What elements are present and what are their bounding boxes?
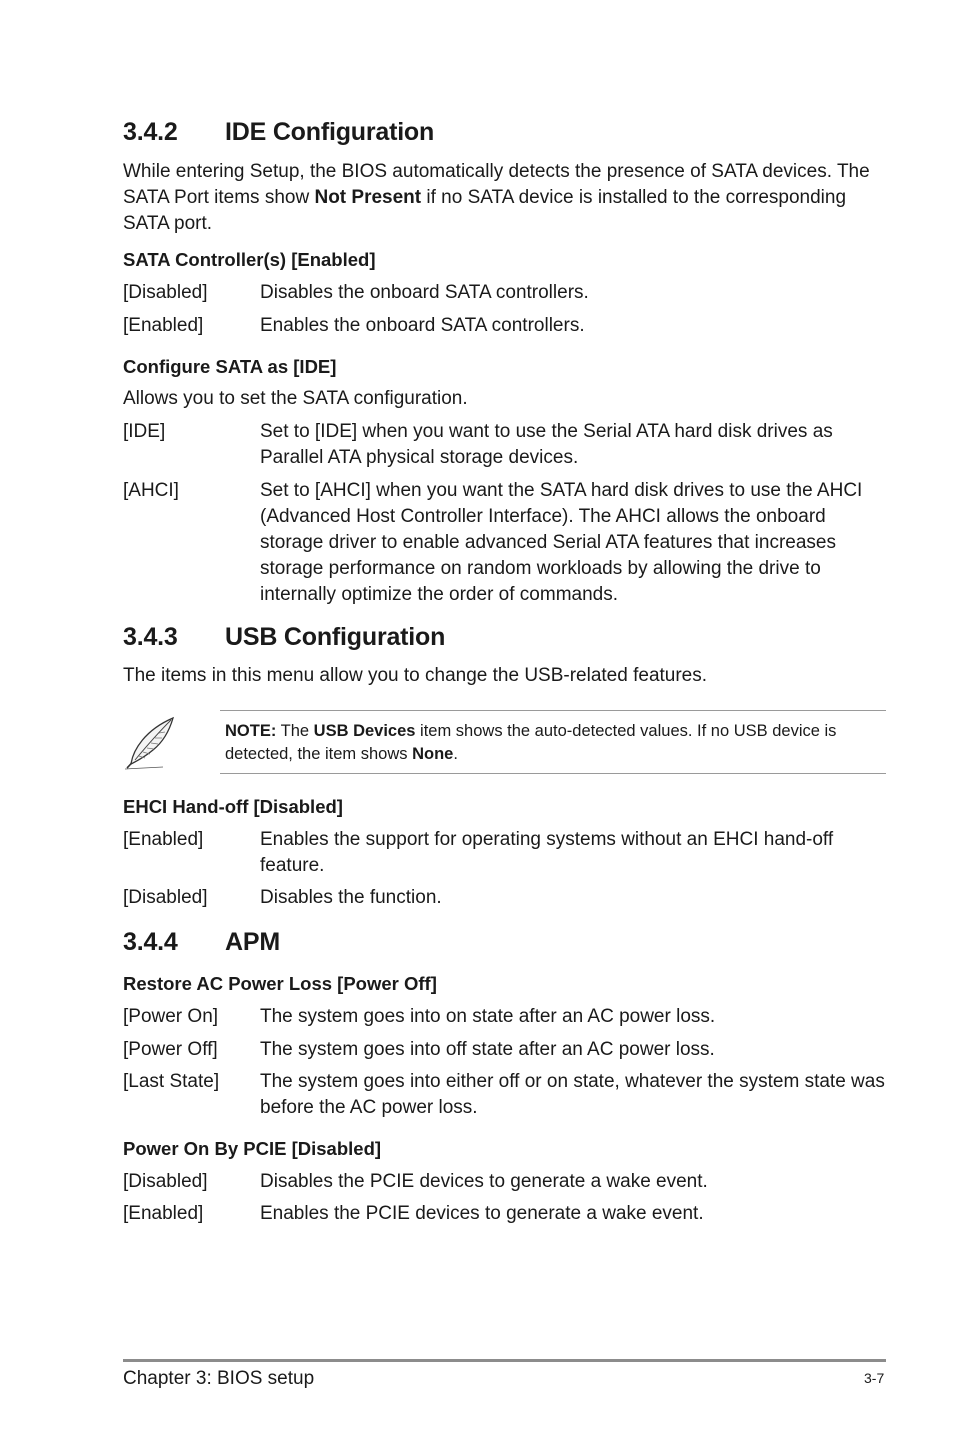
ide-intro-paragraph xyxy=(123,159,883,237)
option-value: [Last State] xyxy=(123,1071,220,1092)
item-title-ehci: EHCI Hand-off [Disabled] xyxy=(123,796,343,817)
option-description: The system goes into off state after an AC power loss. xyxy=(260,1039,715,1060)
section-title: USB Configuration xyxy=(225,623,446,651)
feather-pen-icon xyxy=(123,714,181,770)
section-title: APM xyxy=(225,928,280,956)
option-value: [Disabled] xyxy=(123,887,208,908)
ide-intro-bold: Not Present xyxy=(314,187,422,208)
section-heading-apm xyxy=(123,928,280,957)
item-title-pcie: Power On By PCIE [Disabled] xyxy=(123,1138,382,1159)
section-heading-usb xyxy=(123,623,445,652)
option-description: Disables the function. xyxy=(260,887,442,908)
note-text-3: . xyxy=(453,745,458,763)
option-value: [Disabled] xyxy=(123,1171,208,1192)
footer-chapter: Chapter 3: BIOS setup xyxy=(123,1368,315,1389)
item-title-restore-ac: Restore AC Power Loss [Power Off] xyxy=(123,973,437,994)
note-bold-1: USB Devices xyxy=(313,722,416,740)
note-box xyxy=(123,710,886,774)
option-value: [Enabled] xyxy=(123,1203,204,1224)
note-text-2: item shows the auto-detected values. If no USB device is detected, the item shows xyxy=(225,722,837,763)
section-number: 3.4.2 xyxy=(123,118,178,146)
option-value: [Disabled] xyxy=(123,282,208,303)
ide-intro-text-1: While entering Setup, the BIOS automatically detects the presence of SATA devices. The SATA Port items show xyxy=(123,161,870,208)
option-value: [AHCI] xyxy=(123,480,179,501)
usb-intro-paragraph: The items in this menu allow you to change the USB-related features. xyxy=(123,665,708,686)
note-text-1: The xyxy=(276,722,314,740)
item-title-configure-sata: Configure SATA as [IDE] xyxy=(123,356,337,377)
note-top-rule xyxy=(220,710,886,711)
ide-intro-text-2: if no SATA device is installed to the corresponding SATA port. xyxy=(123,187,847,234)
option-description: Set to [AHCI] when you want the SATA hard disk drives to use the AHCI (Advanced Host Controller Interface). The AHCI allows the onboard storage driver to enable advanced Serial ATA features that increases storage performance on random workloads by allowing the drive to internally optimize the order of commands. xyxy=(260,480,863,605)
option-value: [IDE] xyxy=(123,421,166,442)
item-title-sata-controller: SATA Controller(s) [Enabled] xyxy=(123,249,376,270)
section-number: 3.4.4 xyxy=(123,928,178,956)
page-number: 3-7 xyxy=(864,1370,885,1386)
section-heading-ide xyxy=(123,118,434,147)
option-value: [Power Off] xyxy=(123,1039,218,1060)
option-value: [Enabled] xyxy=(123,315,204,336)
option-description: The system goes into on state after an AC power loss. xyxy=(260,1006,716,1027)
note-label: NOTE: xyxy=(225,722,277,740)
note-bold-2: None xyxy=(412,745,454,763)
option-description: Set to [IDE] when you want to use the Serial ATA hard disk drives as Parallel ATA physical storage devices. xyxy=(260,421,833,468)
option-description: Enables the onboard SATA controllers. xyxy=(260,315,585,336)
configure-sata-intro: Allows you to set the SATA configuration. xyxy=(123,388,468,409)
option-description: Enables the PCIE devices to generate a wake event. xyxy=(260,1203,704,1224)
section-title: IDE Configuration xyxy=(225,118,435,146)
option-value: [Enabled] xyxy=(123,829,204,850)
option-description: The system goes into either off or on state, whatever the system state was before the AC power loss. xyxy=(260,1071,885,1118)
option-description: Disables the PCIE devices to generate a wake event. xyxy=(260,1171,708,1192)
note-bottom-rule xyxy=(220,773,886,774)
option-value: [Power On] xyxy=(123,1006,219,1027)
note-text xyxy=(225,720,886,766)
option-description: Enables the support for operating systems without an EHCI hand-off feature. xyxy=(260,829,834,876)
section-number: 3.4.3 xyxy=(123,623,178,651)
option-description: Disables the onboard SATA controllers. xyxy=(260,282,589,303)
footer-rule xyxy=(123,1359,886,1362)
